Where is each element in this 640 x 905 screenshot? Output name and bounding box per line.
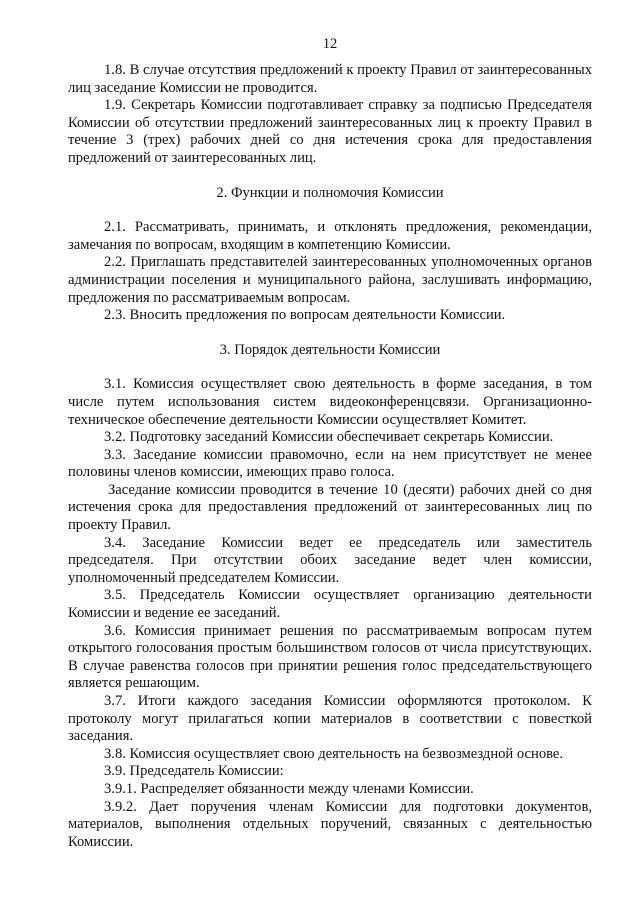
paragraph-3-9-1: 3.9.1. Распределяет обязанности между членами Комиссии. (104, 780, 474, 797)
document-body (68, 62, 592, 851)
paragraph-3-9: 3.9. Председатель Комиссии: (104, 763, 284, 780)
paragraph-3-8: 3.8. Комиссия осуществляет свою деятельность на безвозмездной основе. (104, 745, 564, 762)
paragraph-3-5: 3.5. Председатель Комиссии осуществляет организацию деятельности Комиссии и ведение ее заседаний. (68, 587, 592, 622)
paragraph-3-3-continued: Заседание комиссии проводится в течение 10 (десяти) рабочих дней со дня истечения срока для предоставления предложений от заинтересованных лиц по проекту Правил. (68, 481, 592, 534)
page-number: 12 (322, 36, 338, 52)
paragraph-3-6: 3.6. Комиссия принимает решения по рассматриваемым вопросам путем открытого голосования простым большинством голосов от числа присутствующих. В случае равенства голосов при принятии решения голос председательствующего является решающим. (68, 622, 592, 692)
paragraph-2-3: 2.3. Вносить предложения по вопросам деятельности Комиссии. (104, 307, 506, 324)
paragraph-3-1: 3.1. Комиссия осуществляет свою деятельность в форме заседания, в том числе путем использования систем видеоконференцсвязи. Организационно-техническое обеспечение деятельности Комиссии осуществляет Комитет. (68, 376, 592, 428)
paragraph-3-3: 3.3. Заседание комиссии правомочно, если на нем присутствует не менее половины членов комиссии, имеющих право голоса. (68, 446, 592, 481)
paragraph-1-8: 1.8. В случае отсутствия предложений к проекту Правил от заинтересованных лиц заседание Комиссии не проводится. (68, 62, 592, 96)
paragraph-3-4: 3.4. Заседание Комиссии ведет ее председатель или заместитель председателя. При отсутствии обоих заседание ведет член комиссии, уполномоченный председателем Комиссии. (68, 534, 592, 586)
paragraph-2-1: 2.1. Рассматривать, принимать, и отклонять предложения, рекомендации, замечания по вопросам, входящим в компетенцию Комиссии. (68, 219, 592, 253)
paragraph-3-9-2: 3.9.2. Дает поручения членам Комиссии для подготовки документов, материалов, выполнения отдельных поручений, связанных с деятельностью Комиссии. (68, 798, 592, 850)
paragraph-2-2: 2.2. Приглашать представителей заинтересованных уполномоченных органов администрации поселения и муниципального района, заслушивать информацию, предложения по рассматриваемым вопросам. (68, 254, 592, 306)
paragraph-1-9: 1.9. Секретарь Комиссии подготавливает справку за подписью Председателя Комиссии об отсутствии предложений заинтересованных лиц к проекту Правил в течение 3 (трех) рабочих дней со дня истечения срока для предоставления предложений от заинтересованных лиц. (68, 97, 592, 166)
section-heading-3: 3. Порядок деятельности Комиссии (219, 341, 441, 358)
paragraph-3-2: 3.2. Подготовку заседаний Комиссии обеспечивает секретарь Комиссии. (104, 429, 554, 446)
section-heading-2: 2. Функции и полномочия Комиссии (216, 184, 444, 201)
paragraph-3-7: 3.7. Итоги каждого заседания Комиссии оформляются протоколом. К протоколу могут прилагаться копии материалов в соответствии с повесткой заседания. (68, 693, 592, 745)
